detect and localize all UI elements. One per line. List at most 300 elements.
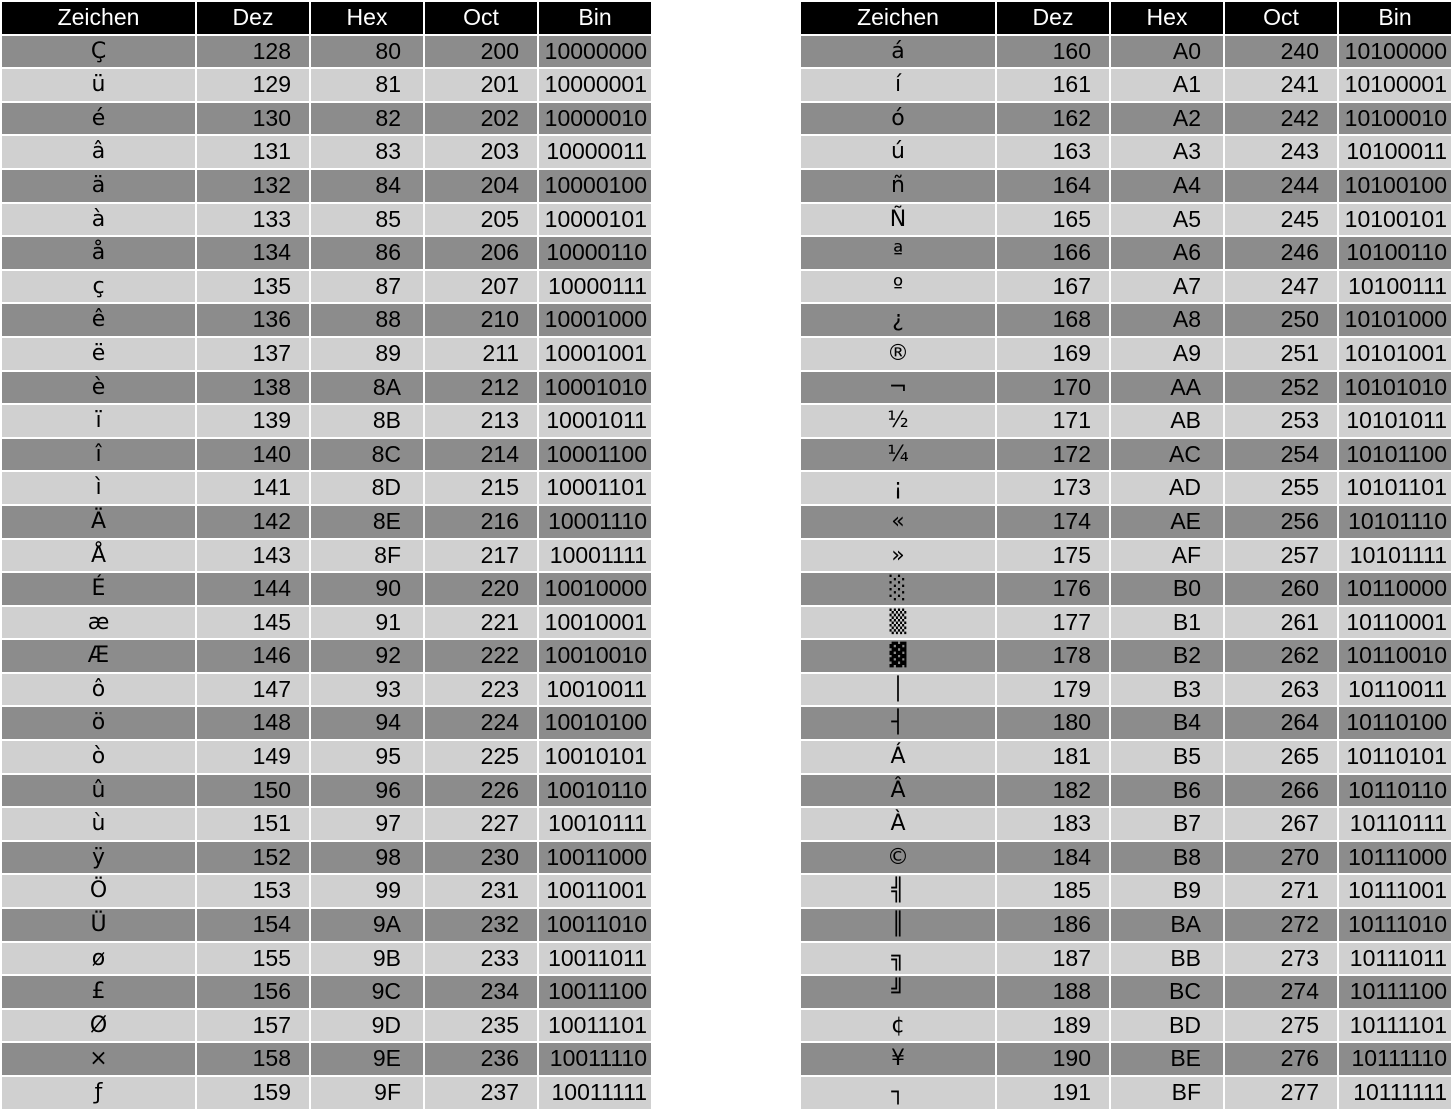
table-row — [801, 674, 1451, 706]
cell-dez: 185 — [997, 875, 1109, 907]
cell-oct: 254 — [1225, 439, 1337, 471]
cell-oct: 223 — [425, 674, 537, 706]
table-row — [2, 304, 651, 336]
cell-oct: 260 — [1225, 573, 1337, 605]
header-dez: Dez — [997, 2, 1109, 34]
table-row — [2, 237, 651, 269]
table-row — [2, 741, 651, 773]
header-zeichen: Zeichen — [2, 2, 195, 34]
header-bin: Bin — [539, 2, 651, 34]
cell-zeichen: Â — [801, 775, 995, 807]
cell-dez: 152 — [197, 842, 309, 874]
cell-oct: 215 — [425, 472, 537, 504]
cell-bin: 10101000 — [1339, 304, 1451, 336]
cell-bin: 10001001 — [539, 338, 651, 370]
cell-zeichen: Á — [801, 741, 995, 773]
cell-hex: 86 — [311, 237, 423, 269]
cell-oct: 213 — [425, 405, 537, 437]
cell-bin: 10111011 — [1339, 943, 1451, 975]
cell-oct: 252 — [1225, 372, 1337, 404]
cell-hex: AF — [1111, 540, 1223, 572]
cell-oct: 201 — [425, 69, 537, 101]
cell-bin: 10100000 — [1339, 36, 1451, 68]
cell-bin: 10101100 — [1339, 439, 1451, 471]
cell-zeichen: │ — [801, 674, 995, 706]
cell-hex: B5 — [1111, 741, 1223, 773]
table-row — [801, 372, 1451, 404]
table-row — [801, 304, 1451, 336]
cell-bin: 10001110 — [539, 506, 651, 538]
cell-bin: 10011111 — [539, 1077, 651, 1109]
cell-bin: 10101111 — [1339, 540, 1451, 572]
cell-hex: 8D — [311, 472, 423, 504]
cell-dez: 169 — [997, 338, 1109, 370]
header-bin: Bin — [1339, 2, 1451, 34]
cell-dez: 145 — [197, 607, 309, 639]
cell-oct: 247 — [1225, 271, 1337, 303]
cell-dez: 191 — [997, 1077, 1109, 1109]
cell-zeichen: ë — [2, 338, 195, 370]
table-row — [2, 170, 651, 202]
cell-oct: 233 — [425, 943, 537, 975]
cell-oct: 267 — [1225, 808, 1337, 840]
table-row — [2, 136, 651, 168]
cell-oct: 263 — [1225, 674, 1337, 706]
cell-oct: 224 — [425, 707, 537, 739]
cell-oct: 245 — [1225, 204, 1337, 236]
table-row — [2, 372, 651, 404]
cell-zeichen: ╣ — [801, 875, 995, 907]
table-row — [801, 36, 1451, 68]
cell-bin: 10110110 — [1339, 775, 1451, 807]
cell-dez: 163 — [997, 136, 1109, 168]
cell-bin: 10011010 — [539, 909, 651, 941]
cell-bin: 10001010 — [539, 372, 651, 404]
cell-dez: 179 — [997, 674, 1109, 706]
cell-hex: B3 — [1111, 674, 1223, 706]
cell-hex: 8B — [311, 405, 423, 437]
cell-dez: 180 — [997, 707, 1109, 739]
header-oct: Oct — [425, 2, 537, 34]
cell-oct: 255 — [1225, 472, 1337, 504]
cell-bin: 10111000 — [1339, 842, 1451, 874]
cell-bin: 10010101 — [539, 741, 651, 773]
cell-oct: 271 — [1225, 875, 1337, 907]
cell-dez: 144 — [197, 573, 309, 605]
cell-bin: 10100010 — [1339, 103, 1451, 135]
table-row — [801, 170, 1451, 202]
cell-oct: 234 — [425, 976, 537, 1008]
table-row — [801, 875, 1451, 907]
cell-oct: 264 — [1225, 707, 1337, 739]
cell-zeichen: ó — [801, 103, 995, 135]
cell-hex: 96 — [311, 775, 423, 807]
cell-dez: 188 — [997, 976, 1109, 1008]
table-row — [801, 741, 1451, 773]
cell-hex: 93 — [311, 674, 423, 706]
table-row — [2, 707, 651, 739]
cell-hex: 81 — [311, 69, 423, 101]
table-row — [2, 338, 651, 370]
cell-oct: 262 — [1225, 640, 1337, 672]
cell-zeichen: À — [801, 808, 995, 840]
cell-dez: 170 — [997, 372, 1109, 404]
cell-oct: 250 — [1225, 304, 1337, 336]
cell-dez: 178 — [997, 640, 1109, 672]
cell-zeichen: ® — [801, 338, 995, 370]
cell-dez: 149 — [197, 741, 309, 773]
ascii-table-right — [799, 0, 1453, 1111]
cell-zeichen: ▒ — [801, 607, 995, 639]
cell-oct: 214 — [425, 439, 537, 471]
cell-bin: 10010001 — [539, 607, 651, 639]
cell-oct: 227 — [425, 808, 537, 840]
cell-dez: 129 — [197, 69, 309, 101]
cell-bin: 10000100 — [539, 170, 651, 202]
table-row — [801, 640, 1451, 672]
cell-bin: 10000001 — [539, 69, 651, 101]
cell-bin: 10101110 — [1339, 506, 1451, 538]
table-row — [2, 775, 651, 807]
table-row — [801, 540, 1451, 572]
cell-oct: 241 — [1225, 69, 1337, 101]
cell-zeichen: ò — [2, 741, 195, 773]
cell-hex: 8F — [311, 540, 423, 572]
cell-bin: 10100110 — [1339, 237, 1451, 269]
cell-oct: 210 — [425, 304, 537, 336]
cell-dez: 190 — [997, 1043, 1109, 1075]
cell-bin: 10111110 — [1339, 1043, 1451, 1075]
cell-hex: 80 — [311, 36, 423, 68]
cell-zeichen: ø — [2, 943, 195, 975]
cell-oct: 202 — [425, 103, 537, 135]
table-row — [801, 405, 1451, 437]
cell-hex: A7 — [1111, 271, 1223, 303]
table-row — [2, 573, 651, 605]
cell-oct: 261 — [1225, 607, 1337, 639]
cell-dez: 156 — [197, 976, 309, 1008]
cell-bin: 10010110 — [539, 775, 651, 807]
cell-hex: A2 — [1111, 103, 1223, 135]
table-row — [801, 707, 1451, 739]
cell-dez: 175 — [997, 540, 1109, 572]
cell-hex: BF — [1111, 1077, 1223, 1109]
cell-dez: 161 — [997, 69, 1109, 101]
table-row — [2, 506, 651, 538]
table-row — [2, 1010, 651, 1042]
table-body — [801, 36, 1451, 1109]
cell-zeichen: ¡ — [801, 472, 995, 504]
cell-hex: 91 — [311, 607, 423, 639]
cell-zeichen: ¥ — [801, 1043, 995, 1075]
cell-hex: 95 — [311, 741, 423, 773]
cell-oct: 277 — [1225, 1077, 1337, 1109]
cell-dez: 140 — [197, 439, 309, 471]
table-row — [801, 1010, 1451, 1042]
table-row — [2, 1077, 651, 1109]
table-row — [2, 439, 651, 471]
cell-hex: AA — [1111, 372, 1223, 404]
cell-dez: 182 — [997, 775, 1109, 807]
cell-oct: 203 — [425, 136, 537, 168]
cell-zeichen: á — [801, 36, 995, 68]
cell-hex: B6 — [1111, 775, 1223, 807]
cell-hex: B8 — [1111, 842, 1223, 874]
cell-bin: 10000111 — [539, 271, 651, 303]
table-row — [801, 204, 1451, 236]
cell-bin: 10110000 — [1339, 573, 1451, 605]
cell-zeichen: ç — [2, 271, 195, 303]
cell-hex: 85 — [311, 204, 423, 236]
cell-zeichen: ╗ — [801, 943, 995, 975]
cell-zeichen: £ — [2, 976, 195, 1008]
table-row — [801, 237, 1451, 269]
cell-oct: 266 — [1225, 775, 1337, 807]
cell-hex: AC — [1111, 439, 1223, 471]
header-zeichen: Zeichen — [801, 2, 995, 34]
cell-hex: 9F — [311, 1077, 423, 1109]
table-row — [801, 943, 1451, 975]
cell-hex: 90 — [311, 573, 423, 605]
cell-zeichen: Ñ — [801, 204, 995, 236]
cell-bin: 10101010 — [1339, 372, 1451, 404]
cell-bin: 10011110 — [539, 1043, 651, 1075]
cell-oct: 274 — [1225, 976, 1337, 1008]
cell-zeichen: ú — [801, 136, 995, 168]
cell-dez: 133 — [197, 204, 309, 236]
cell-dez: 130 — [197, 103, 309, 135]
cell-zeichen: ┤ — [801, 707, 995, 739]
cell-dez: 183 — [997, 808, 1109, 840]
table-row — [2, 69, 651, 101]
cell-oct: 242 — [1225, 103, 1337, 135]
table-row — [801, 909, 1451, 941]
table-row — [2, 976, 651, 1008]
cell-zeichen: î — [2, 439, 195, 471]
cell-bin: 10110100 — [1339, 707, 1451, 739]
cell-dez: 187 — [997, 943, 1109, 975]
cell-dez: 135 — [197, 271, 309, 303]
cell-hex: 9B — [311, 943, 423, 975]
cell-oct: 236 — [425, 1043, 537, 1075]
cell-bin: 10010011 — [539, 674, 651, 706]
cell-oct: 216 — [425, 506, 537, 538]
cell-oct: 270 — [1225, 842, 1337, 874]
cell-dez: 164 — [997, 170, 1109, 202]
cell-bin: 10001101 — [539, 472, 651, 504]
header-oct: Oct — [1225, 2, 1337, 34]
cell-zeichen: å — [2, 237, 195, 269]
cell-oct: 251 — [1225, 338, 1337, 370]
cell-hex: 89 — [311, 338, 423, 370]
cell-oct: 231 — [425, 875, 537, 907]
cell-bin: 10100111 — [1339, 271, 1451, 303]
cell-hex: BD — [1111, 1010, 1223, 1042]
cell-bin: 10010111 — [539, 808, 651, 840]
cell-oct: 244 — [1225, 170, 1337, 202]
table-row — [2, 204, 651, 236]
cell-zeichen: ƒ — [2, 1077, 195, 1109]
table-row — [2, 36, 651, 68]
table-row — [801, 775, 1451, 807]
table-row — [2, 1043, 651, 1075]
cell-hex: 8E — [311, 506, 423, 538]
cell-hex: BC — [1111, 976, 1223, 1008]
cell-hex: A1 — [1111, 69, 1223, 101]
cell-bin: 10001100 — [539, 439, 651, 471]
cell-hex: A9 — [1111, 338, 1223, 370]
cell-zeichen: ░ — [801, 573, 995, 605]
cell-bin: 10000011 — [539, 136, 651, 168]
cell-bin: 10110101 — [1339, 741, 1451, 773]
cell-zeichen: ô — [2, 674, 195, 706]
cell-hex: B9 — [1111, 875, 1223, 907]
cell-bin: 10111100 — [1339, 976, 1451, 1008]
cell-hex: 97 — [311, 808, 423, 840]
cell-dez: 177 — [997, 607, 1109, 639]
cell-oct: 225 — [425, 741, 537, 773]
cell-hex: AB — [1111, 405, 1223, 437]
cell-dez: 176 — [997, 573, 1109, 605]
cell-oct: 204 — [425, 170, 537, 202]
header-row — [2, 2, 651, 34]
cell-zeichen: © — [801, 842, 995, 874]
table-row — [2, 607, 651, 639]
header-hex: Hex — [311, 2, 423, 34]
cell-dez: 148 — [197, 707, 309, 739]
cell-oct: 222 — [425, 640, 537, 672]
cell-dez: 134 — [197, 237, 309, 269]
cell-bin: 10111111 — [1339, 1077, 1451, 1109]
cell-dez: 139 — [197, 405, 309, 437]
table-row — [2, 540, 651, 572]
cell-bin: 10000110 — [539, 237, 651, 269]
cell-hex: BE — [1111, 1043, 1223, 1075]
table-row — [801, 103, 1451, 135]
cell-oct: 212 — [425, 372, 537, 404]
table-row — [801, 808, 1451, 840]
cell-bin: 10010100 — [539, 707, 651, 739]
cell-hex: BA — [1111, 909, 1223, 941]
table-row — [801, 1043, 1451, 1075]
cell-zeichen: í — [801, 69, 995, 101]
cell-dez: 138 — [197, 372, 309, 404]
cell-oct: 235 — [425, 1010, 537, 1042]
cell-zeichen: ù — [2, 808, 195, 840]
cell-hex: 92 — [311, 640, 423, 672]
table-row — [2, 842, 651, 874]
cell-oct: 256 — [1225, 506, 1337, 538]
cell-dez: 157 — [197, 1010, 309, 1042]
cell-hex: A6 — [1111, 237, 1223, 269]
cell-hex: 9A — [311, 909, 423, 941]
cell-zeichen: û — [2, 775, 195, 807]
table-row — [801, 506, 1451, 538]
cell-hex: B2 — [1111, 640, 1223, 672]
table-row — [801, 439, 1451, 471]
cell-hex: B4 — [1111, 707, 1223, 739]
cell-hex: 84 — [311, 170, 423, 202]
cell-zeichen: É — [2, 573, 195, 605]
cell-zeichen: ║ — [801, 909, 995, 941]
cell-zeichen: ╝ — [801, 976, 995, 1008]
cell-dez: 132 — [197, 170, 309, 202]
cell-bin: 10000010 — [539, 103, 651, 135]
table-row — [2, 405, 651, 437]
cell-oct: 226 — [425, 775, 537, 807]
cell-bin: 10100001 — [1339, 69, 1451, 101]
cell-zeichen: Ä — [2, 506, 195, 538]
cell-zeichen: ñ — [801, 170, 995, 202]
cell-dez: 136 — [197, 304, 309, 336]
cell-oct: 205 — [425, 204, 537, 236]
cell-dez: 171 — [997, 405, 1109, 437]
cell-oct: 211 — [425, 338, 537, 370]
cell-dez: 189 — [997, 1010, 1109, 1042]
cell-hex: A3 — [1111, 136, 1223, 168]
cell-oct: 230 — [425, 842, 537, 874]
cell-dez: 168 — [997, 304, 1109, 336]
cell-dez: 141 — [197, 472, 309, 504]
cell-oct: 207 — [425, 271, 537, 303]
ascii-table-left — [0, 0, 653, 1111]
table-row — [801, 338, 1451, 370]
cell-hex: AD — [1111, 472, 1223, 504]
cell-hex: 88 — [311, 304, 423, 336]
cell-oct: 253 — [1225, 405, 1337, 437]
cell-bin: 10000000 — [539, 36, 651, 68]
cell-bin: 10110111 — [1339, 808, 1451, 840]
cell-bin: 10001111 — [539, 540, 651, 572]
cell-bin: 10001000 — [539, 304, 651, 336]
cell-oct: 265 — [1225, 741, 1337, 773]
cell-zeichen: à — [2, 204, 195, 236]
cell-bin: 10011101 — [539, 1010, 651, 1042]
table-row — [801, 136, 1451, 168]
cell-hex: 99 — [311, 875, 423, 907]
cell-dez: 147 — [197, 674, 309, 706]
cell-zeichen: è — [2, 372, 195, 404]
cell-oct: 200 — [425, 36, 537, 68]
cell-zeichen: æ — [2, 607, 195, 639]
table-row — [2, 875, 651, 907]
cell-bin: 10101011 — [1339, 405, 1451, 437]
cell-zeichen: » — [801, 540, 995, 572]
table-row — [801, 573, 1451, 605]
cell-zeichen: ï — [2, 405, 195, 437]
cell-zeichen: Ö — [2, 875, 195, 907]
cell-dez: 174 — [997, 506, 1109, 538]
cell-bin: 10011100 — [539, 976, 651, 1008]
cell-bin: 10011001 — [539, 875, 651, 907]
cell-dez: 167 — [997, 271, 1109, 303]
cell-oct: 257 — [1225, 540, 1337, 572]
cell-dez: 128 — [197, 36, 309, 68]
cell-zeichen: ┐ — [801, 1077, 995, 1109]
cell-zeichen: ¼ — [801, 439, 995, 471]
cell-oct: 220 — [425, 573, 537, 605]
table-row — [2, 271, 651, 303]
cell-oct: 240 — [1225, 36, 1337, 68]
cell-oct: 276 — [1225, 1043, 1337, 1075]
cell-bin: 10111001 — [1339, 875, 1451, 907]
table-row — [2, 674, 651, 706]
cell-dez: 159 — [197, 1077, 309, 1109]
cell-zeichen: ê — [2, 304, 195, 336]
cell-bin: 10111010 — [1339, 909, 1451, 941]
cell-hex: 98 — [311, 842, 423, 874]
table-row — [801, 271, 1451, 303]
